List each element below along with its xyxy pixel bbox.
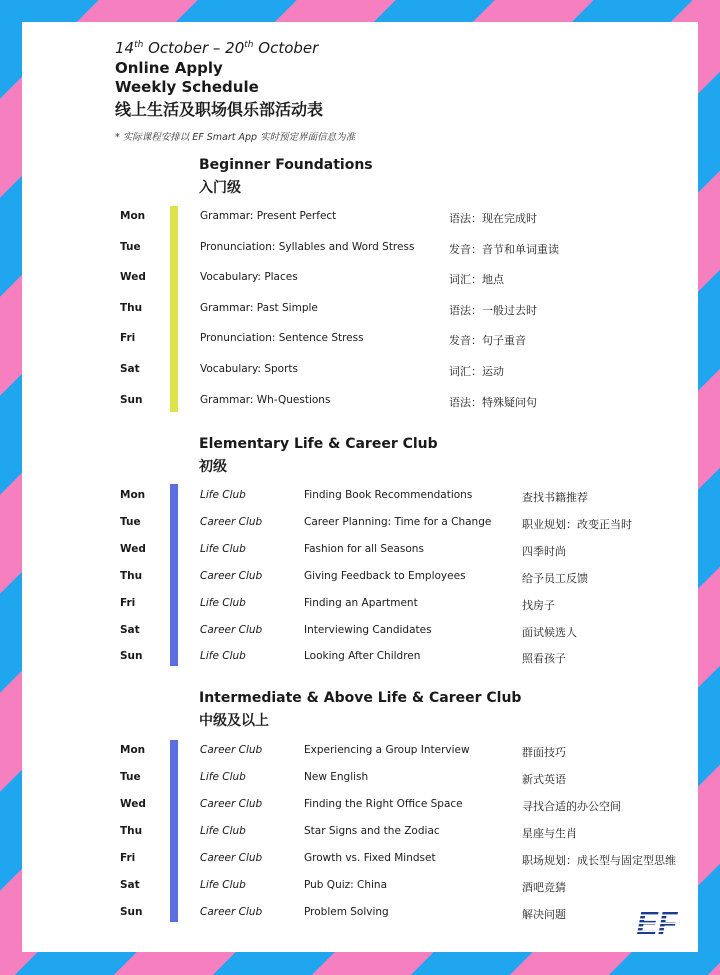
topic-text: Grammar: Present Perfect [200,210,337,222]
topic-text: Growth vs. Fixed Mindset [304,852,436,864]
topic-text: Giving Feedback to Employees [304,569,466,582]
day-label: Sun [120,650,143,663]
intermediate-title: Intermediate & Above Life & Career Club [199,690,522,706]
elementary-title-cn: 初级 [199,459,227,475]
club-type: Career Club [200,798,263,810]
beginner-title-cn: 入门级 [199,180,241,196]
topic-cn: 查找书籍推荐 [522,491,588,504]
topic-text: Grammar: Past Simple [200,301,318,314]
topic-cn: 新式英语 [522,773,566,786]
day-label: Tue [120,515,141,528]
day-label: Thu [120,301,143,314]
topic-cn: 照看孩子 [522,652,566,666]
topic-text: Finding the Right Office Space [304,798,463,810]
topic-text: Vocabulary: Sports [200,363,298,375]
day-label: Wed [120,798,146,810]
topic-cn: 发音：音节和单词重读 [449,242,559,256]
intermediate-title-cn: 中级及以上 [199,713,269,729]
topic-text: Finding an Apartment [304,596,418,609]
topic-cn: 词汇：运动 [449,365,504,378]
day-label: Fri [120,852,136,864]
beginner-bar [170,206,178,412]
club-type: Career Club [200,569,263,582]
club-type: Career Club [200,744,263,756]
club-type: Life Club [200,542,246,555]
club-type: Life Club [200,771,246,783]
topic-cn: 找房子 [522,598,555,612]
topic-text: Vocabulary: Places [200,271,298,284]
beginner-title: Beginner Foundations [199,157,373,173]
day-label: Sat [120,879,140,891]
topic-text: Pronunciation: Syllables and Word Stress [200,240,415,253]
topic-text: Experiencing a Group Interview [304,744,470,756]
topic-text: Pronunciation: Sentence Stress [200,332,364,345]
schedule-paper [22,22,698,952]
day-label: Wed [120,542,146,555]
ef-logo-text: EF [636,905,678,941]
elementary-title: Elementary Life & Career Club [199,436,438,452]
topic-cn: 寻找合适的办公空间 [522,800,621,813]
topic-cn: 语法：现在完成时 [449,212,537,225]
schedule-note: * 实际课程安排以 EF Smart App 实时预定界面信息为准 [115,132,356,143]
club-type: Life Club [200,489,246,501]
club-type: Life Club [200,650,246,663]
topic-cn: 发音：句子重音 [449,334,526,348]
topic-text: Grammar: Wh-Questions [200,393,331,406]
day-label: Tue [120,771,141,783]
intermediate-bar [170,740,178,922]
day-label: Mon [120,210,146,222]
day-label: Wed [120,271,146,284]
club-type: Life Club [200,879,246,891]
day-label: Mon [120,744,146,756]
topic-text: Problem Solving [304,906,389,918]
club-type: Career Club [200,852,263,864]
day-label: Thu [120,825,143,837]
day-label: Thu [120,569,143,582]
date-range: 14th October – 20th October [115,39,319,57]
topic-text: Finding Book Recommendations [304,489,473,501]
day-label: Sat [120,623,140,636]
club-type: Career Club [200,515,263,528]
topic-text: Career Planning: Time for a Change [304,515,492,528]
topic-text: Star Signs and the Zodiac [304,825,440,837]
topic-cn: 给予员工反馈 [522,571,588,585]
day-label: Sun [120,906,143,918]
ef-logo [628,904,686,942]
topic-cn: 解决问题 [522,908,566,921]
club-type: Career Club [200,623,263,636]
topic-text: Pub Quiz: China [304,879,388,891]
day-label: Sat [120,363,140,375]
day-label: Tue [120,240,141,253]
club-type: Life Club [200,825,246,837]
topic-text: Fashion for all Seasons [304,542,424,555]
title-weekly-schedule: Weekly Schedule [115,78,259,96]
topic-cn: 语法：特殊疑问句 [449,395,537,409]
topic-text: New English [304,771,369,783]
elementary-bar [170,484,178,666]
club-type: Career Club [200,906,263,918]
topic-text: Looking After Children [304,650,421,663]
day-label: Fri [120,332,136,345]
title-cn: 线上生活及职场俱乐部活动表 [115,100,324,119]
club-type: Life Club [200,596,246,609]
topic-cn: 语法：一般过去时 [449,303,537,317]
topic-cn: 面试候选人 [522,625,577,639]
topic-cn: 四季时尚 [522,544,566,558]
day-label: Sun [120,393,143,406]
day-label: Mon [120,489,146,501]
day-label: Fri [120,596,136,609]
topic-text: Interviewing Candidates [304,623,432,636]
topic-cn: 词汇：地点 [449,273,504,287]
topic-cn: 群面技巧 [522,746,566,759]
title-online-apply: Online Apply [115,59,223,77]
topic-cn: 职场规划：成长型与固定型思维 [522,854,676,867]
topic-cn: 职业规划：改变正当时 [522,517,632,531]
topic-cn: 酒吧竞猜 [522,881,566,894]
topic-cn: 星座与生肖 [522,827,577,840]
